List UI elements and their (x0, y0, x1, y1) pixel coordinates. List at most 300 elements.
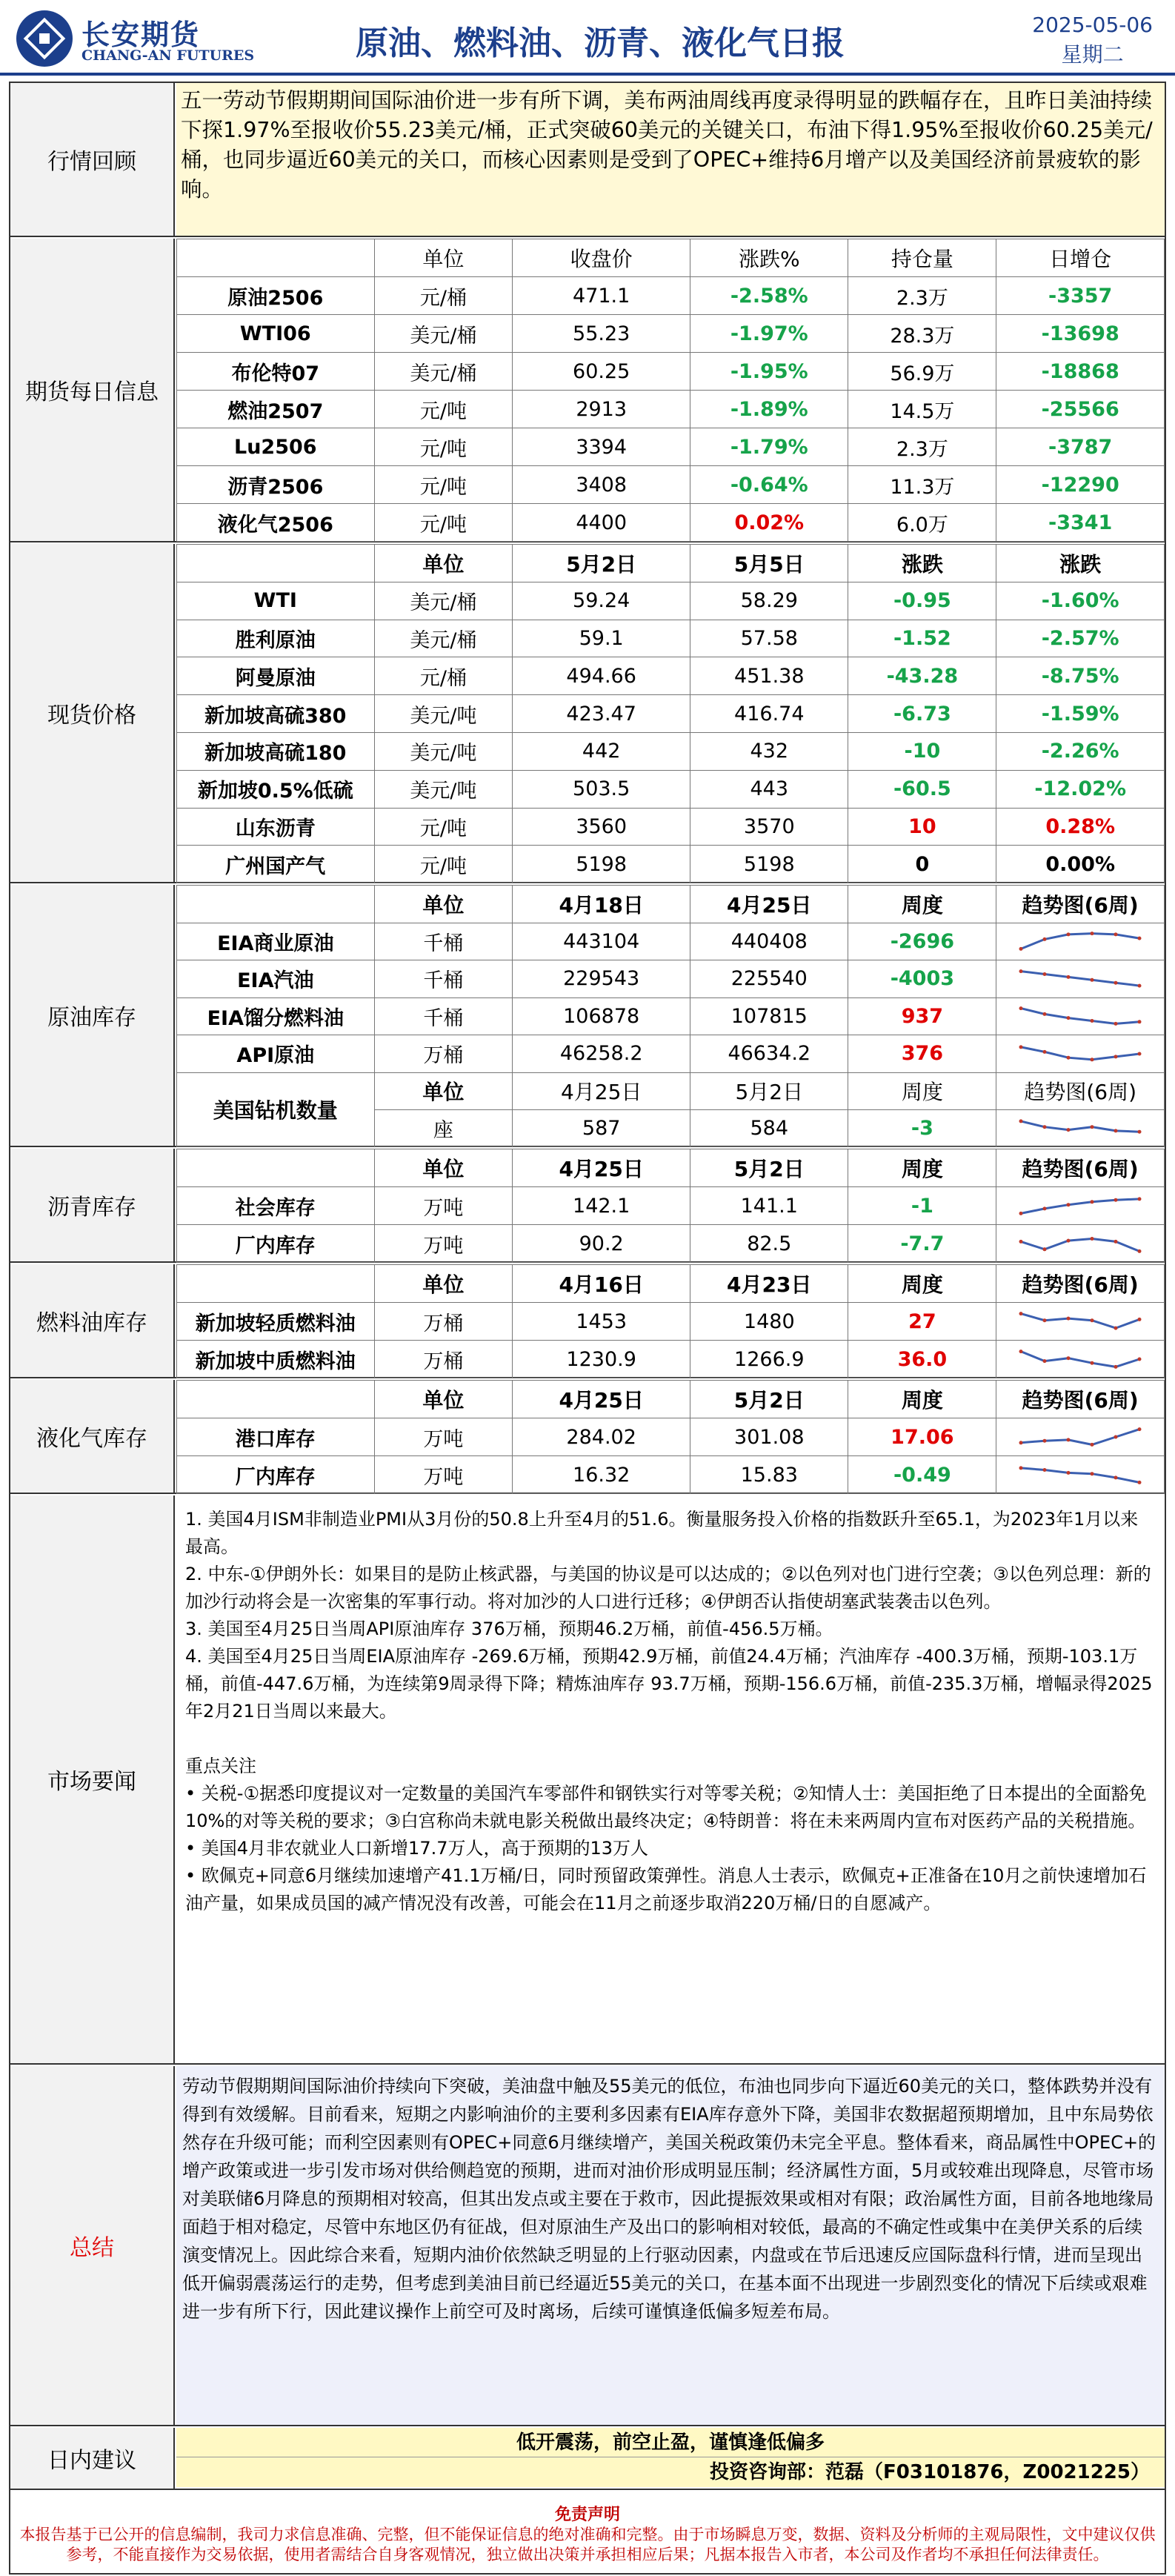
sparkline-point (1138, 983, 1142, 987)
table-row (177, 315, 1165, 353)
table-row (177, 997, 1165, 1035)
table-cell: 社会库存 (177, 1187, 375, 1225)
section-label: 燃料油库存 (10, 1264, 175, 1377)
sparkline-point (1043, 1125, 1047, 1129)
table-row (177, 504, 1165, 542)
table-row (177, 1341, 1165, 1378)
advice-body (176, 2428, 1165, 2489)
section-label: 日内建议 (10, 2428, 175, 2489)
table-cell: 46634.2 (690, 1035, 848, 1073)
column-header: 5月2日 (513, 545, 690, 582)
column-header: 单位 (374, 1149, 513, 1187)
table-cell (996, 1341, 1165, 1378)
sparkline-point (1091, 932, 1094, 935)
sparkline-path (1021, 1121, 1139, 1132)
table-cell: 万桶 (374, 1341, 513, 1378)
table-cell: 451.38 (690, 657, 848, 695)
table-cell: -2.57% (996, 620, 1165, 657)
table-cell: -1.97% (690, 315, 848, 353)
table-cell: -13698 (996, 315, 1165, 353)
column-header: 单位 (374, 1072, 513, 1109)
table-cell (996, 1035, 1165, 1073)
table-cell: -7.7 (848, 1225, 996, 1263)
table-cell: 503.5 (513, 770, 690, 808)
sparkline-point (1138, 1249, 1142, 1253)
table-cell: 58.29 (690, 582, 848, 620)
table-cell: 301.08 (690, 1418, 848, 1456)
section-lpg-inventory (10, 1380, 1165, 1494)
table-row (177, 960, 1165, 998)
table-cell: -3787 (996, 428, 1165, 466)
sparkline-point (1067, 933, 1071, 937)
sparkline-point (1138, 1052, 1142, 1055)
column-header: 单位 (374, 1381, 513, 1418)
table-row (177, 620, 1165, 657)
table-cell: 90.2 (513, 1225, 690, 1263)
table-row (177, 657, 1165, 695)
table-cell: -2.58% (690, 277, 848, 315)
table-cell: 423.47 (513, 695, 690, 733)
table-cell: Lu2506 (177, 428, 375, 466)
sparkline-point (1067, 1055, 1071, 1059)
table-header-row (177, 1149, 1165, 1187)
table-cell: 美元/桶 (374, 582, 513, 620)
table-header-row (177, 1265, 1165, 1303)
sparkline-point (1019, 1212, 1023, 1215)
sparkline-path (1021, 1047, 1139, 1060)
column-header: 4月16日 (513, 1265, 690, 1303)
section-bitumen-inventory (10, 1149, 1165, 1263)
disclaimer (10, 2503, 1165, 2575)
column-header: 收盘价 (513, 239, 690, 277)
table-cell: 432 (690, 732, 848, 770)
sparkline-point (1091, 1200, 1094, 1204)
weekday-text: 星期二 (1061, 42, 1124, 67)
table-cell: 万桶 (374, 1035, 513, 1073)
table-cell: 229543 (513, 960, 690, 998)
table-cell: -2.26% (996, 732, 1165, 770)
table-cell: 376 (848, 1035, 996, 1073)
sparkline-point (1114, 980, 1118, 984)
table-cell (996, 1303, 1165, 1341)
column-header: 周度 (848, 886, 996, 923)
table-cell: EIA汽油 (177, 960, 375, 998)
table-row (177, 808, 1165, 846)
focus-title: 重点关注 (185, 1756, 256, 1776)
table-cell: 新加坡轻质燃料油 (177, 1303, 375, 1341)
column-header: 单位 (374, 239, 513, 277)
sparkline-point (1114, 933, 1118, 937)
table-cell: 107815 (690, 997, 848, 1035)
table-cell: -25566 (996, 391, 1165, 428)
table-cell: 416.74 (690, 695, 848, 733)
section-summary (10, 2066, 1165, 2426)
sparkline-point (1019, 1240, 1023, 1244)
focus-item: • 美国4月非农就业人口新增17.7万人，高于预期的13万人 (185, 1838, 649, 1859)
logo-mark-icon (16, 10, 73, 67)
table-header-row (177, 1072, 1165, 1109)
sparkline-point (1091, 1237, 1094, 1241)
sparkline-point (1043, 937, 1047, 941)
column-header: 趋势图(6周) (996, 1072, 1165, 1109)
table-cell: 元/桶 (374, 657, 513, 695)
sparkline-path (1021, 1352, 1139, 1367)
trend-sparkline (1017, 1461, 1143, 1488)
sparkline-point (1067, 1203, 1071, 1206)
table-row (177, 1035, 1165, 1073)
rig-count-label: 美国钻机数量 (177, 1072, 375, 1146)
sparkline-path (1021, 1009, 1139, 1024)
table-cell: 万吨 (374, 1225, 513, 1263)
table-cell: 106878 (513, 997, 690, 1035)
column-header: 单位 (374, 886, 513, 923)
table-cell: 千桶 (374, 923, 513, 960)
table-cell: -1.95% (690, 353, 848, 391)
sparkline-point (1114, 1129, 1118, 1132)
sparkline-point (1067, 1239, 1071, 1243)
table-cell: 284.02 (513, 1418, 690, 1456)
table-cell: 584 (690, 1109, 848, 1146)
table-cell (996, 1187, 1165, 1225)
table-cell: 美元/桶 (374, 315, 513, 353)
futures-table (176, 239, 1165, 542)
advice-text: 低开震荡，前空止盈，谨慎逢低偏多 (176, 2428, 1165, 2457)
trend-sparkline (1017, 1230, 1143, 1257)
table-cell: 1230.9 (513, 1341, 690, 1378)
news-item: 3. 美国至4月25日当周API原油库存 376万桶，预期46.2万桶，前值-456.5万桶。 (185, 1619, 833, 1639)
section-spot (10, 544, 1165, 883)
table-cell: -0.95 (848, 582, 996, 620)
table-cell: 千桶 (374, 997, 513, 1035)
table-cell: 美元/吨 (374, 695, 513, 733)
table-cell: -3357 (996, 277, 1165, 315)
table-cell: 0 (848, 846, 996, 883)
table-cell: 2.3万 (848, 428, 996, 466)
table-cell: 141.1 (690, 1187, 848, 1225)
sparkline-point (1091, 1058, 1094, 1061)
table-row (177, 846, 1165, 883)
table-cell: 471.1 (513, 277, 690, 315)
sparkline-point (1019, 1119, 1023, 1123)
logo-en: CHANG-AN FUTURES (81, 47, 255, 64)
table-cell: -4003 (848, 960, 996, 998)
sparkline-point (1043, 1468, 1047, 1472)
column-header: 5月2日 (690, 1149, 848, 1187)
table-row (177, 732, 1165, 770)
trend-sparkline (1017, 1346, 1143, 1372)
column-header (177, 545, 375, 582)
date-text: 2025-05-06 (1032, 13, 1153, 37)
sparkline-point (1019, 947, 1023, 951)
trend-sparkline (1017, 1308, 1143, 1335)
sparkline-point (1067, 1128, 1071, 1132)
table-cell: -1.52 (848, 620, 996, 657)
sparkline-point (1138, 1358, 1142, 1361)
table-cell: 225540 (690, 960, 848, 998)
table-row (177, 353, 1165, 391)
sparkline-point (1019, 1312, 1023, 1315)
table-cell (996, 923, 1165, 960)
disclaimer-text: 本报告基于已公开的信息编制，我司力求信息准确、完整，但不能保证信息的绝对准确和完整。由于市场瞬息万变，数据、资料及分析师的主观局限性，文中建议仅供参考，不能直接作为交易依据，使用者需结合自身客观情况，独立做出决策并承担相应后果；凡据本报告入市者，本公司及作者均不承担任何法律责任。 (19, 2526, 1156, 2563)
news-item: 2. 中东-①伊朗外长：如果目的是防止核武器，与美国的协议是可以达成的；②以色列对也门进行空袭；③以色列总理：新的加沙行动将会是一次密集的军事行动。将对加沙的人口进行迁移；④伊朗否认指使胡塞武装袭击以色列。 (185, 1564, 1151, 1612)
column-header: 4月18日 (513, 886, 690, 923)
column-header: 4月25日 (513, 1149, 690, 1187)
table-cell: 440408 (690, 923, 848, 960)
logo-cn: 长安期货 (81, 19, 201, 51)
table-cell: 494.66 (513, 657, 690, 695)
table-cell: -0.64% (690, 466, 848, 504)
table-cell: 937 (848, 997, 996, 1035)
table-cell: -60.5 (848, 770, 996, 808)
table-cell: 6.0万 (848, 504, 996, 542)
section-label: 市场要闻 (10, 1496, 175, 2063)
table-cell: 元/吨 (374, 466, 513, 504)
sparkline-point (1138, 1197, 1142, 1201)
news-item: 1. 美国4月ISM非制造业PMI从3月份的50.8上升至4月的51.6。衡量服务投入价格的指数跃升至65.1，为2023年1月以来最高。 (185, 1509, 1139, 1557)
table-cell: 燃油2507 (177, 391, 375, 428)
column-header: 日增仓 (996, 239, 1165, 277)
sparkline-point (1043, 1012, 1047, 1016)
table-cell (996, 1225, 1165, 1263)
table-cell (996, 960, 1165, 998)
table-cell: 美元/吨 (374, 732, 513, 770)
table-cell: -6.73 (848, 695, 996, 733)
table-cell: 1453 (513, 1303, 690, 1341)
table-cell: 16.32 (513, 1456, 690, 1494)
table-cell: 17.06 (848, 1418, 996, 1456)
sparkline-point (1067, 1356, 1071, 1360)
bitumen-inventory-table (176, 1149, 1165, 1263)
section-crude-inventory (10, 885, 1165, 1147)
table-cell: WTI (177, 582, 375, 620)
table-cell: 美元/桶 (374, 620, 513, 657)
table-cell: -1.89% (690, 391, 848, 428)
analyst-credit: 投资咨询部：范磊（F03101876，Z0021225） (176, 2457, 1165, 2487)
sparkline-point (1043, 1439, 1047, 1443)
table-cell: 万吨 (374, 1418, 513, 1456)
column-header: 持仓量 (848, 239, 996, 277)
table-cell: 1266.9 (690, 1341, 848, 1378)
table-header-row (177, 886, 1165, 923)
table-row (177, 582, 1165, 620)
column-header: 周度 (848, 1265, 996, 1303)
table-cell: 座 (374, 1109, 513, 1146)
table-cell: 元/吨 (374, 391, 513, 428)
table-cell: -0.49 (848, 1456, 996, 1494)
table-cell: 新加坡高硫180 (177, 732, 375, 770)
table-cell: 元/吨 (374, 504, 513, 542)
table-cell: 厂内库存 (177, 1456, 375, 1494)
focus-item: • 关税-①据悉印度提议对一定数量的美国汽车零部件和钢铁实行对等零关税；②知情人士：美国拒绝了日本提出的全面豁免10%的对等关税的要求；③白宫称尚未就电影关税做出最终决定；④特朗普：将在未来两周内宣布对医药产品的关税措施。 (185, 1783, 1147, 1831)
column-header (177, 239, 375, 277)
section-futures (10, 239, 1165, 542)
section-label: 现货价格 (10, 544, 175, 882)
column-header: 4月25日 (513, 1381, 690, 1418)
table-cell: 元/吨 (374, 428, 513, 466)
table-row (177, 770, 1165, 808)
table-cell: 56.9万 (848, 353, 996, 391)
table-cell: 5198 (690, 846, 848, 883)
summary-text: 劳动节假期期间国际油价持续向下突破，美油盘中触及55美元的低位，布油也同步向下逼近60美元的关口，整体跌势并没有得到有效缓解。目前看来，短期之内影响油价的主要利多因素有EIA库存意外下降，美国非农数据超预期增加，且中东局势依然存在升级可能；而利空因素则有OPEC+同意6月继续增产，美国关税政策仍未完全平息。整体看来，商品属性中OPEC+的增产政策或进一步引发市场对供给侧趋宽的预期，进而对油价形成明显压制；经济属性方面，5月或较难出现降息，尽管市场对美联储6月降息的预期相对较高，但其出发点或主要在于救市，因此提振效果或相对有限；政治属性方面，目前各地地缘局面趋于相对稳定，尽管中东地区仍有征战，但对原油生产及出口的影响相对较低，最高的不确定性或集中在美伊关系的后续演变情况上。因此综合来看，短期内油价依然缺乏明显的上行驱动因素，内盘或在节后迅速反应国际盘科行情，进而呈现出低开偏弱震荡运行的走势，但考虑到美油目前已经逼近55美元的关口，在基本面不出现进一步剧烈变化的情况下后续或艰难进一步有所下行，因此建议操作上前空可及时离场，后续可谨慎逢低偏多短差布局。 (176, 2066, 1165, 2425)
table-cell: -8.75% (996, 657, 1165, 695)
sparkline-path (1021, 934, 1139, 949)
column-header: 周度 (848, 1381, 996, 1418)
table-header-row (177, 1381, 1165, 1418)
sparkline-point (1067, 1317, 1071, 1321)
table-cell (996, 1109, 1165, 1146)
table-cell: -1.59% (996, 695, 1165, 733)
table-cell: 新加坡中质燃料油 (177, 1341, 375, 1378)
fuel-inventory-table (176, 1264, 1165, 1378)
sparkline-point (1067, 1438, 1071, 1441)
table-cell: 千桶 (374, 960, 513, 998)
table-cell: 万吨 (374, 1456, 513, 1494)
trend-sparkline (1017, 966, 1143, 992)
section-review (10, 83, 1165, 237)
table-cell: 443 (690, 770, 848, 808)
table-cell: 3560 (513, 808, 690, 846)
table-cell: 元/桶 (374, 277, 513, 315)
sparkline-point (1067, 1016, 1071, 1020)
section-label: 期货每日信息 (10, 239, 175, 541)
table-cell: 36.0 (848, 1341, 996, 1378)
sparkline-point (1091, 978, 1094, 982)
sparkline-point (1138, 937, 1142, 940)
trend-sparkline (1017, 928, 1143, 955)
sparkline-point (1091, 1125, 1094, 1129)
section-fuel-inventory (10, 1264, 1165, 1378)
news-item: 4. 美国至4月25日当周EIA原油库存 -269.6万桶，预期42.9万桶，前值24.4万桶；汽油库存 -400.3万桶，预期-103.1万桶，前值-447.6万桶，为连续第9周录得下降；精炼油库存 93.7万桶，预期-156.6万桶，前值-235.3万桶，增幅录得2025年2月21日当周以来最大。 (185, 1646, 1153, 1722)
sparkline-point (1019, 1441, 1023, 1444)
column-header (177, 1265, 375, 1303)
table-cell: 胜利原油 (177, 620, 375, 657)
table-cell: 587 (513, 1109, 690, 1146)
sparkline-path (1021, 1199, 1139, 1214)
table-cell: 液化气2506 (177, 504, 375, 542)
table-cell: 10 (848, 808, 996, 846)
sparkline-point (1043, 1359, 1047, 1363)
table-cell: 46258.2 (513, 1035, 690, 1073)
sparkline-point (1114, 1198, 1118, 1202)
table-row (177, 391, 1165, 428)
table-header-row (177, 239, 1165, 277)
table-row (177, 923, 1165, 960)
table-cell: 27 (848, 1303, 996, 1341)
table-cell: -12290 (996, 466, 1165, 504)
table-cell: 3570 (690, 808, 848, 846)
table-cell: 442 (513, 732, 690, 770)
table-cell: 55.23 (513, 315, 690, 353)
sparkline-point (1138, 1318, 1142, 1321)
table-cell: 60.25 (513, 353, 690, 391)
column-header: 4月25日 (690, 886, 848, 923)
sparkline-point (1091, 1361, 1094, 1365)
table-cell: 0.28% (996, 808, 1165, 846)
column-header: 4月25日 (513, 1072, 690, 1109)
sparkline-point (1114, 1435, 1118, 1439)
column-header: 趋势图(6周) (996, 1149, 1165, 1187)
sparkline-point (1091, 1019, 1094, 1023)
sparkline-point (1114, 1327, 1118, 1330)
table-cell: 沥青2506 (177, 466, 375, 504)
table-cell: 万桶 (374, 1303, 513, 1341)
table-cell: 阿曼原油 (177, 657, 375, 695)
table-cell: 28.3万 (848, 315, 996, 353)
sparkline-point (1043, 972, 1047, 976)
section-label: 原油库存 (10, 885, 175, 1146)
column-header: 趋势图(6周) (996, 1381, 1165, 1418)
table-row (177, 1225, 1165, 1263)
table-cell: -10 (848, 732, 996, 770)
report-board (9, 82, 1166, 2575)
column-header: 单位 (374, 1265, 513, 1303)
table-cell: 布伦特07 (177, 353, 375, 391)
trend-sparkline (1017, 1115, 1143, 1141)
table-cell: 3394 (513, 428, 690, 466)
column-header: 5月2日 (690, 1381, 848, 1418)
table-row (177, 1456, 1165, 1494)
column-header (177, 886, 375, 923)
sparkline-point (1019, 1006, 1023, 1010)
column-header: 涨跌% (690, 239, 848, 277)
table-cell (996, 1456, 1165, 1494)
table-cell: 5198 (513, 846, 690, 883)
sparkline-point (1138, 1481, 1142, 1484)
table-cell: 2913 (513, 391, 690, 428)
table-cell: API原油 (177, 1035, 375, 1073)
section-advice (10, 2428, 1165, 2490)
table-cell (996, 997, 1165, 1035)
table-header-row (177, 545, 1165, 582)
company-logo (16, 9, 255, 68)
table-cell: 美元/桶 (374, 353, 513, 391)
table-cell: WTI06 (177, 315, 375, 353)
table-cell: -3341 (996, 504, 1165, 542)
section-news (10, 1496, 1165, 2065)
table-cell (996, 1418, 1165, 1456)
column-header: 5月2日 (690, 1072, 848, 1109)
section-label: 液化气库存 (10, 1380, 175, 1493)
table-cell: 59.1 (513, 620, 690, 657)
table-cell: 新加坡0.5%低硫 (177, 770, 375, 808)
column-header: 周度 (848, 1072, 996, 1109)
sparkline-path (1021, 1430, 1139, 1445)
section-label: 沥青库存 (10, 1149, 175, 1261)
table-row (177, 1418, 1165, 1456)
table-cell: 元/吨 (374, 846, 513, 883)
sparkline-point (1043, 1247, 1047, 1251)
table-row (177, 428, 1165, 466)
sparkline-path (1021, 971, 1139, 986)
focus-item: • 欧佩克+同意6月继续加速增产41.1万桶/日，同时预留政策弹性。消息人士表示，欧佩克+正准备在10月之前快速增加石油产量，如果成员国的减产情况没有改善，可能会在11月之前逐步取消220万桶/日的自愿减产。 (185, 1865, 1147, 1913)
sparkline-point (1067, 1471, 1071, 1475)
column-header: 5月5日 (690, 545, 848, 582)
column-header: 涨跌 (848, 545, 996, 582)
table-cell: -18868 (996, 353, 1165, 391)
table-cell: 新加坡高硫380 (177, 695, 375, 733)
column-header: 单位 (374, 545, 513, 582)
table-cell: -43.28 (848, 657, 996, 695)
table-cell: 11.3万 (848, 466, 996, 504)
news-body (176, 1496, 1165, 2063)
sparkline-point (1019, 1045, 1023, 1049)
table-cell: 142.1 (513, 1187, 690, 1225)
table-cell: -3 (848, 1109, 996, 1146)
sparkline-point (1019, 1350, 1023, 1353)
trend-sparkline (1017, 1192, 1143, 1219)
spot-table (176, 544, 1165, 883)
section-label: 行情回顾 (10, 83, 175, 236)
